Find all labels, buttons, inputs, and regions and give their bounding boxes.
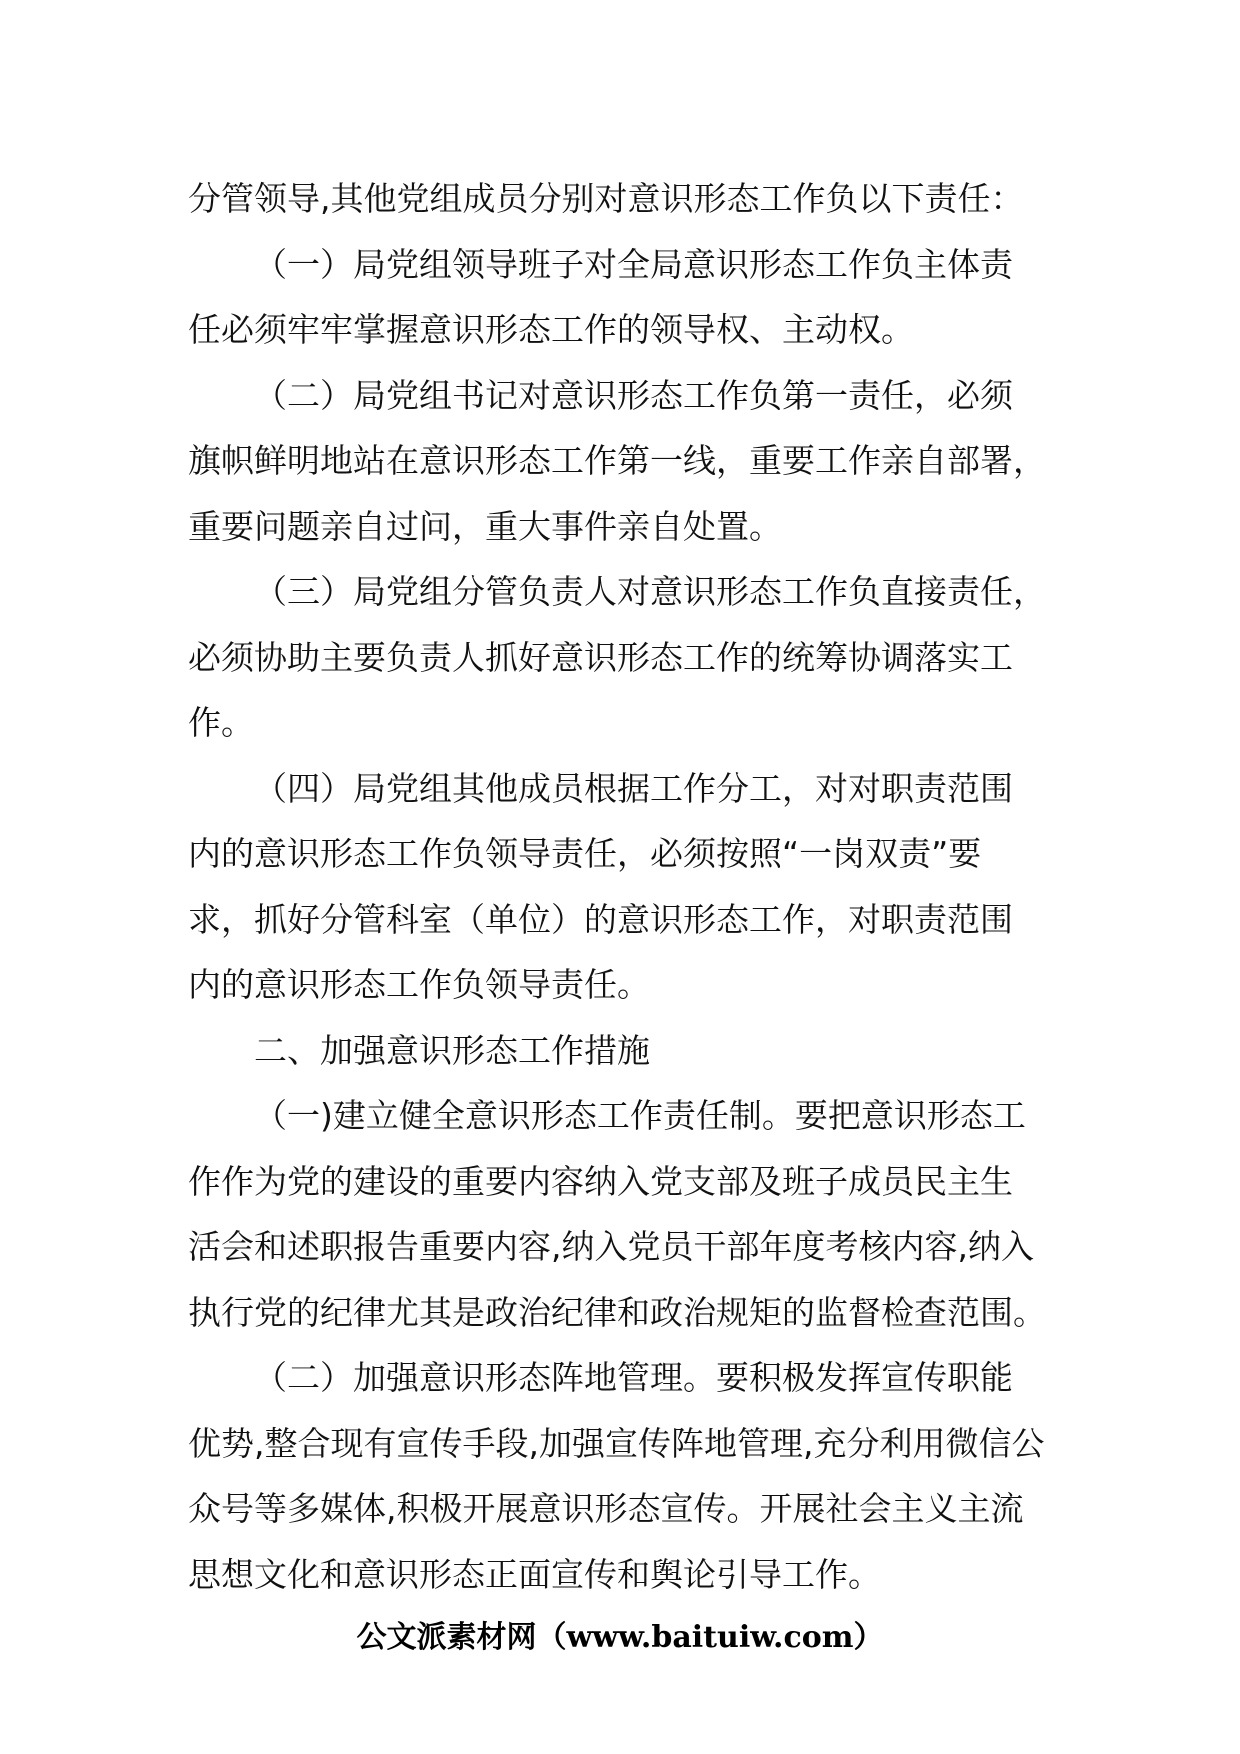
footer-watermark: 公文派素材网（www.baituiw.com）	[356, 1620, 884, 1655]
text-line: （二）加强意识形态阵地管理。要积极发挥宣传职能	[254, 1358, 1013, 1397]
text-line: （一）局党组领导班子对全局意识形态工作负主体责	[254, 244, 1013, 284]
text-line: 思想文化和意识形态正面宣传和舆论引导工作。	[188, 1554, 881, 1594]
text-line: （四）局党组其他成员根据工作分工，对对职责范围	[254, 768, 1013, 808]
text-line: 作。	[188, 703, 254, 742]
text-line: 活会和述职报告重要内容,纳入党员干部年度考核内容,纳入	[188, 1227, 1034, 1266]
text-line: 众号等多媒体,积极开展意识形态宣传。开展社会主义主流	[188, 1489, 1024, 1528]
text-line: 优势,整合现有宣传手段,加强宣传阵地管理,充分利用微信公	[188, 1423, 1045, 1463]
text-line: （二）局党组书记对意识形态工作负第一责任，必须	[254, 375, 1013, 415]
text-line: 内的意识形态工作负领导责任，必须按照“一岗双责”要	[188, 834, 982, 873]
text-line: 求，抓好分管科室（单位）的意识形态工作，对职责范围	[188, 899, 1013, 939]
text-line: 执行党的纪律尤其是政治纪律和政治规矩的监督检查范围。	[188, 1292, 1046, 1332]
text-line: 必须协助主要负责人抓好意识形态工作的统筹协调落实工	[188, 637, 1013, 677]
text-line: 作作为党的建设的重要内容纳入党支部及班子成员民主生	[188, 1161, 1013, 1201]
text-line: 旗帜鲜明地站在意识形态工作第一线，重要工作亲自部署，	[188, 441, 1046, 480]
text-line: 分管领导,其他党组成员分别对意识形态工作负以下责任：	[188, 179, 1024, 218]
section-heading: 二、加强意识形态工作措施	[254, 1030, 650, 1070]
text-line: 内的意识形态工作负领导责任。	[188, 965, 650, 1004]
document-body	[188, 166, 1068, 1607]
text-line: 重要问题亲自过问，重大事件亲自处置。	[188, 506, 782, 546]
text-line: （一)建立健全意识形态工作责任制。要把意识形态工	[254, 1096, 1026, 1135]
text-line: 任必须牢牢掌握意识形态工作的领导权、主动权。	[188, 310, 914, 349]
text-line: （三）局党组分管负责人对意识形态工作负直接责任，	[254, 572, 1046, 611]
